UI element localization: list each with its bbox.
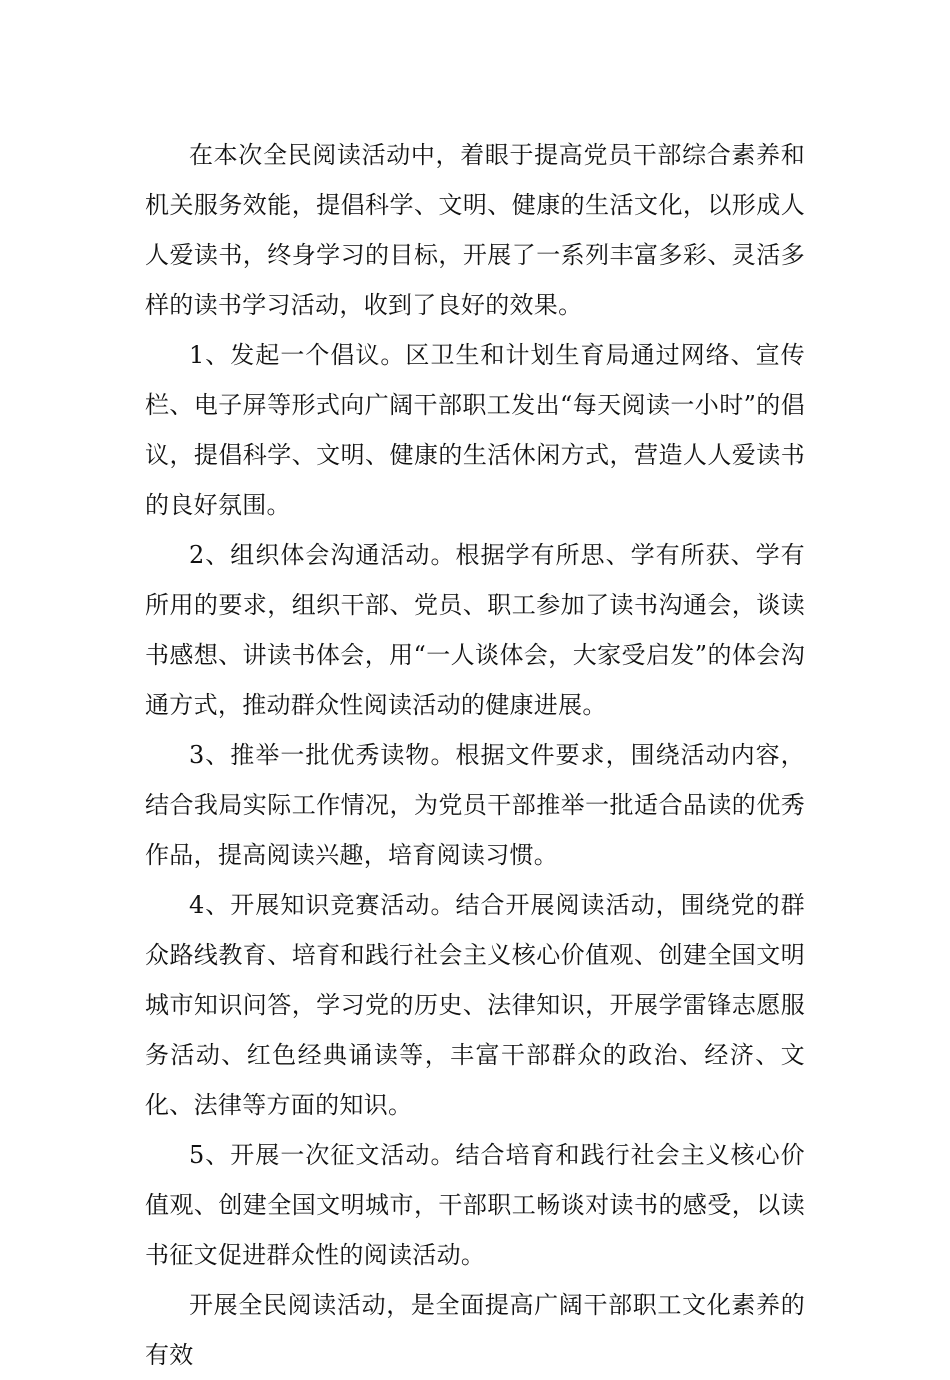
closing-paragraph: 开展全民阅读活动，是全面提高广阔干部职工文化素养的有效: [145, 1291, 805, 1369]
item-1-paragraph: 1、发起一个倡议。区卫生和计划生育局通过网络、宣传栏、电子屏等形式向广阔干部职工发出“每天阅读一小时”的倡议，提倡科学、文明、健康的生活休闲方式，营造人人爱读书的良好氛围。: [145, 341, 805, 519]
item-4-paragraph: 4、开展知识竞赛活动。结合开展阅读活动，围绕党的群众路线教育、培育和践行社会主义核心价值观、创建全国文明城市知识问答，学习党的历史、法律知识，开展学雷锋志愿服务活动、红色经典诵读等，丰富干部群众的政治、经济、文化、法律等方面的知识。: [145, 891, 805, 1119]
intro-paragraph: 在本次全民阅读活动中，着眼于提高党员干部综合素养和机关服务效能，提倡科学、文明、健康的生活文化，以形成人人爱读书，终身学习的目标，开展了一系列丰富多彩、灵活多样的读书学习活动，收到了良好的效果。: [145, 141, 805, 319]
item-5-paragraph: 5、开展一次征文活动。结合培育和践行社会主义核心价值观、创建全国文明城市，干部职工畅谈对读书的感受，以读书征文促进群众性的阅读活动。: [145, 1141, 805, 1269]
item-2-paragraph: 2、组织体会沟通活动。根据学有所思、学有所获、学有所用的要求，组织干部、党员、职工参加了读书沟通会，谈读书感想、讲读书体会，用“一人谈体会，大家受启发”的体会沟通方式，推动群众性阅读活动的健康进展。: [145, 541, 805, 719]
document-body: [145, 130, 805, 1380]
item-3-paragraph: 3、推举一批优秀读物。根据文件要求，围绕活动内容，结合我局实际工作情况，为党员干部推举一批适合品读的优秀作品，提高阅读兴趣，培育阅读习惯。: [145, 741, 805, 869]
